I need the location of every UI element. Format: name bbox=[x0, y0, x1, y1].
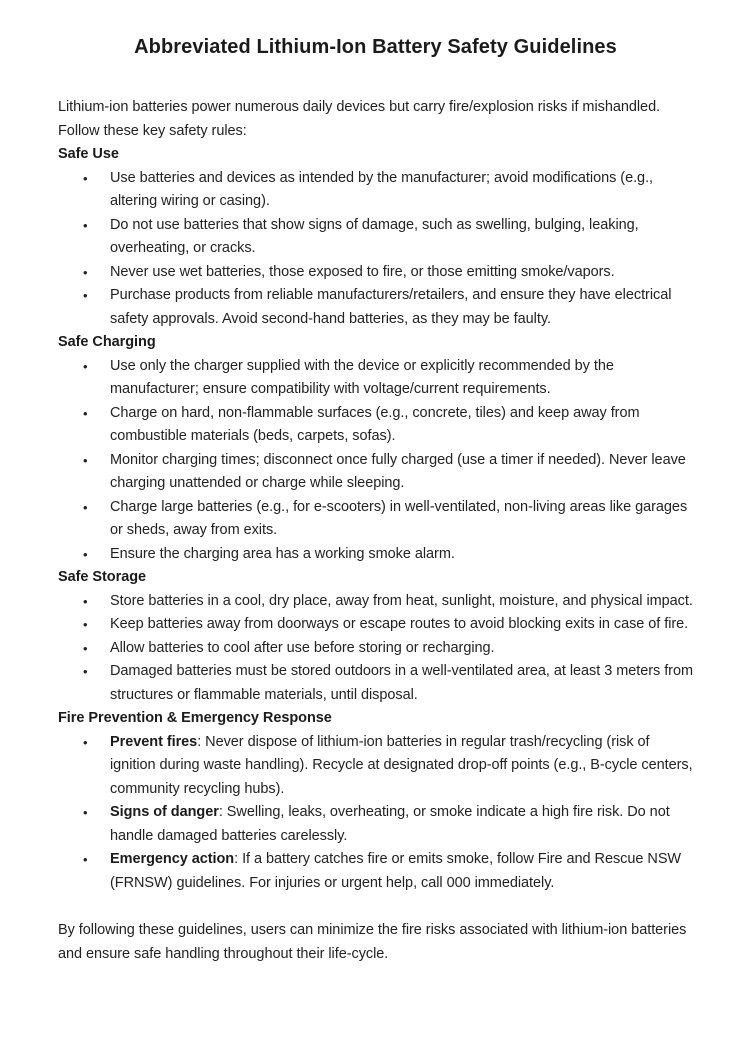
bullet-rest: : If a battery catches fire or emits smoke, follow Fire and Rescue NSW (FRNSW) guidelines. For injuries or urgent help, call 000 immediately. bbox=[110, 851, 682, 891]
bullet-text: Do not use batteries that show signs of damage, such as swelling, bulging, leaking, overheating, or cracks. bbox=[110, 216, 639, 256]
bullet-dot-icon: • bbox=[83, 288, 88, 303]
bullet-item bbox=[58, 660, 693, 707]
bullet-text: Monitor charging times; disconnect once fully charged (use a timer if needed). Never leave charging unattended or charge while sleeping. bbox=[110, 451, 686, 491]
bullet-dot-icon: • bbox=[83, 734, 88, 750]
bullet-dot-icon: • bbox=[83, 593, 88, 609]
bullet-item bbox=[58, 449, 693, 496]
bullet-item bbox=[58, 801, 693, 848]
bullet-rest: : Never dispose of lithium-ion batteries in regular trash/recycling (risk of ignition during waste handling). Recycle at designated drop-off points (e.g., B-cycle centers, community recycling hubs). bbox=[110, 733, 693, 797]
bullet-dot-icon: • bbox=[83, 852, 88, 867]
bullet-text: Charge large batteries (e.g., for e-scooters) in well-ventilated, non-living areas like garages or sheds, away from exits. bbox=[110, 498, 688, 538]
bullet-item bbox=[58, 355, 693, 402]
bullet-item bbox=[58, 543, 693, 567]
bullet-dot-icon: • bbox=[83, 546, 88, 562]
bullet-dot-icon: • bbox=[83, 405, 88, 421]
bullet-dot-icon: • bbox=[83, 452, 88, 468]
bullet-dot-icon: • bbox=[83, 617, 88, 632]
bullet-dot-icon: • bbox=[83, 358, 88, 374]
bullet-dot-icon: • bbox=[83, 664, 88, 679]
bullet-text bbox=[110, 848, 693, 895]
section-heading-safe-charging: Safe Charging bbox=[58, 334, 156, 350]
bullet-dot-icon: • bbox=[83, 217, 88, 233]
bullet-text: Use only the charger supplied with the device or explicitly recommended by the manufacturer; ensure compatibility with voltage/current requirements. bbox=[110, 357, 614, 397]
bullet-dot-icon: • bbox=[83, 499, 88, 515]
bullet-text: Use batteries and devices as intended by the manufacturer; avoid modifications (e.g., altering wiring or casing). bbox=[110, 169, 654, 209]
bullet-dot-icon: • bbox=[83, 264, 88, 280]
bullet-lead-bold: Prevent fires bbox=[110, 733, 198, 750]
bullet-item bbox=[58, 402, 693, 449]
section-heading-safe-use: Safe Use bbox=[58, 146, 119, 162]
bullet-item bbox=[58, 167, 693, 214]
bullet-dot-icon: • bbox=[83, 640, 88, 656]
bullet-text: Purchase products from reliable manufacturers/retailers, and ensure they have electrical safety approvals. Avoid second-hand batteries, as they may be faulty. bbox=[110, 287, 672, 327]
bullet-text: Ensure the charging area has a working smoke alarm. bbox=[110, 545, 455, 562]
bullet-rest: : Swelling, leaks, overheating, or smoke indicate a high fire risk. Do not handle damaged batteries carelessly. bbox=[110, 804, 670, 844]
bullet-item bbox=[58, 284, 693, 331]
section-heading-safe-storage: Safe Storage bbox=[58, 569, 147, 585]
bullet-text: Keep batteries away from doorways or escape routes to avoid blocking exits in case of fire. bbox=[110, 616, 689, 632]
bullet-item bbox=[58, 731, 693, 802]
section-heading-fire-prevention: Fire Prevention & Emergency Response bbox=[58, 710, 332, 726]
bullet-lead-bold: Emergency action bbox=[110, 851, 235, 867]
bullet-text bbox=[110, 801, 693, 848]
bullet-item bbox=[58, 496, 693, 543]
bullet-item bbox=[58, 848, 693, 895]
closing-paragraph: By following these guidelines, users can minimize the fire risks associated with lithium-ion batteries and ensure safe handling throughout their life-cycle. bbox=[58, 922, 687, 962]
bullet-text: Never use wet batteries, those exposed to fire, or those emitting smoke/vapors. bbox=[110, 263, 615, 280]
intro-paragraph: Lithium-ion batteries power numerous daily devices but carry fire/explosion risks if mishandled. Follow these key safety rules: bbox=[58, 99, 661, 139]
bullet-item bbox=[58, 613, 693, 637]
bullet-lead-bold: Signs of danger bbox=[110, 804, 219, 820]
bullet-text: Allow batteries to cool after use before storing or recharging. bbox=[110, 639, 495, 656]
bullet-item bbox=[58, 637, 693, 661]
page-title: Abbreviated Lithium-Ion Battery Safety Guidelines bbox=[134, 36, 617, 58]
bullet-dot-icon: • bbox=[83, 170, 88, 186]
bullet-text: Charge on hard, non-flammable surfaces (e.g., concrete, tiles) and keep away from combustible materials (beds, carpets, sofas). bbox=[110, 404, 640, 444]
bullet-text: Store batteries in a cool, dry place, away from heat, sunlight, moisture, and physical impact. bbox=[110, 592, 693, 609]
bullet-text bbox=[110, 731, 693, 802]
document-body bbox=[58, 96, 693, 966]
bullet-item bbox=[58, 590, 693, 614]
bullet-dot-icon: • bbox=[83, 805, 88, 820]
bullet-text: Damaged batteries must be stored outdoors in a well-ventilated area, at least 3 meters from structures or flammable materials, until disposal. bbox=[110, 663, 693, 703]
bullet-item bbox=[58, 261, 693, 285]
bullet-item bbox=[58, 214, 693, 261]
